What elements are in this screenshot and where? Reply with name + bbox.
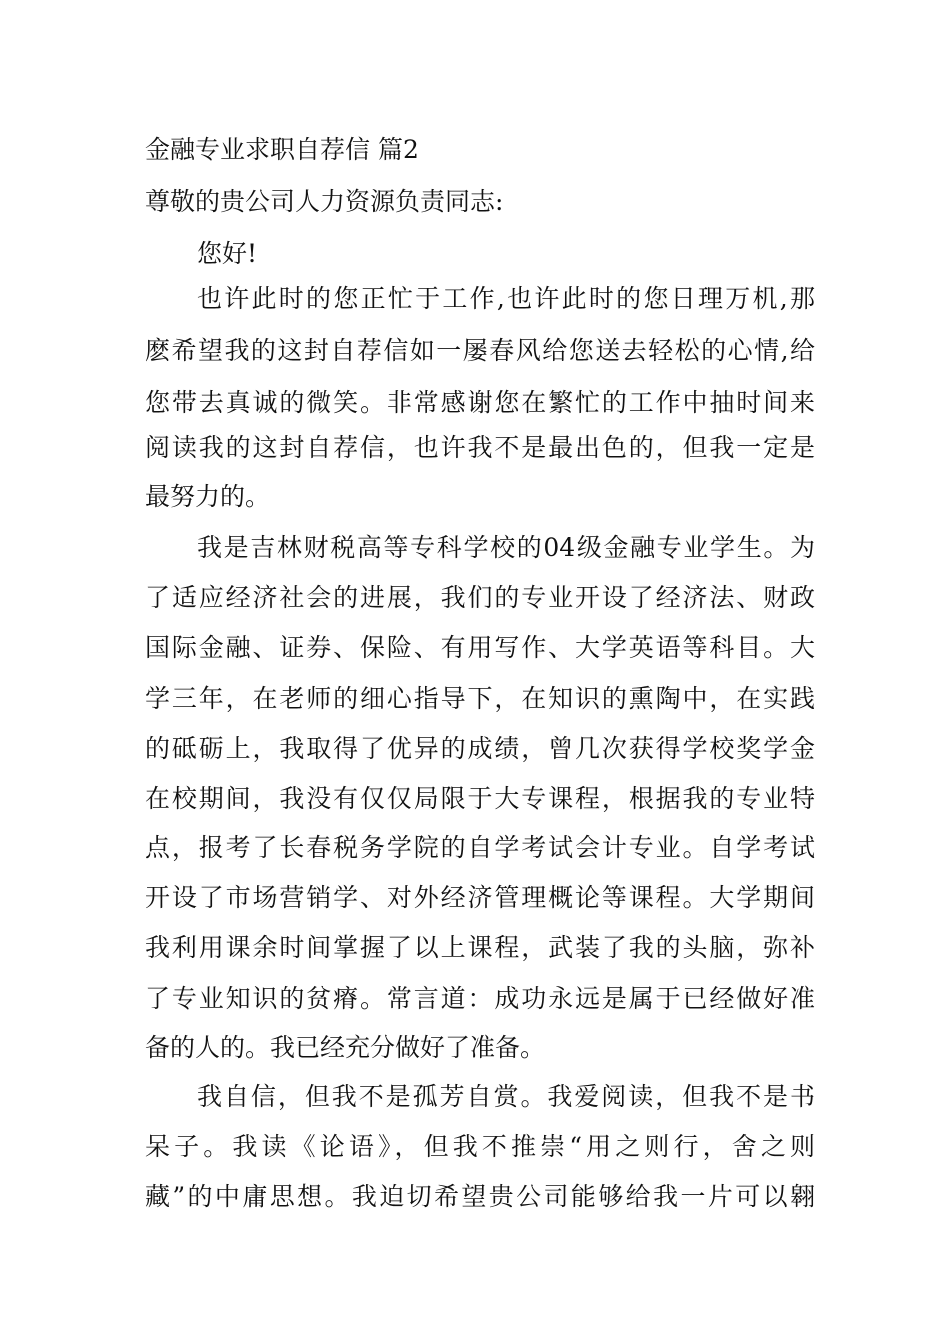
body-line: 您带去真诚的微笑。非常感谢您在繁忙的工作中抽时间来 [145, 388, 815, 417]
body-line: 藏”的中庸思想。我迫切希望贵公司能够给我一片可以翱 [145, 1182, 815, 1211]
body-line: 我自信，但我不是孤芳自赏。我爱阅读，但我不是书 [197, 1082, 815, 1111]
document-title: 金融专业求职自荐信 篇2 [145, 135, 419, 164]
body-line: 呆子。我读《论语》，但我不推崇“用之则行，舍之则 [145, 1132, 815, 1161]
body-line: 阅读我的这封自荐信，也许我不是最出色的，但我一定是 [145, 433, 815, 462]
body-line: 我是吉林财税高等专科学校的04级金融专业学生。为 [197, 533, 815, 562]
body-line: 了适应经济社会的进展，我们的专业开设了经济法、财政 [145, 583, 815, 612]
body-line: 最努力的。 [145, 482, 271, 511]
body-line: 麽希望我的这封自荐信如一屡春风给您送去轻松的心情,给 [145, 336, 815, 365]
body-line: 开设了市场营销学、对外经济管理概论等课程。大学期间 [145, 883, 815, 912]
body-line: 也许此时的您正忙于工作,也许此时的您日理万机,那 [197, 284, 815, 313]
salutation: 尊敬的贵公司人力资源负责同志: [145, 187, 504, 216]
body-line: 国际金融、证券、保险、有用写作、大学英语等科目。大 [145, 633, 815, 662]
body-line: 了专业知识的贫瘠。常言道：成功永远是属于已经做好准 [145, 984, 815, 1013]
body-line: 我利用课余时间掌握了以上课程，武装了我的头脑，弥补 [145, 933, 815, 962]
body-line: 学三年，在老师的细心指导下，在知识的熏陶中，在实践 [145, 684, 815, 713]
greeting: 您好! [197, 239, 258, 268]
body-line: 备的人的。我已经充分做好了准备。 [145, 1033, 546, 1062]
body-line: 点，报考了长春税务学院的自学考试会计专业。自学考试 [145, 833, 815, 862]
body-line: 在校期间，我没有仅仅局限于大专课程，根据我的专业特 [145, 784, 815, 813]
body-line: 的砥砺上，我取得了优异的成绩，曾几次获得学校奖学金 [145, 734, 815, 763]
